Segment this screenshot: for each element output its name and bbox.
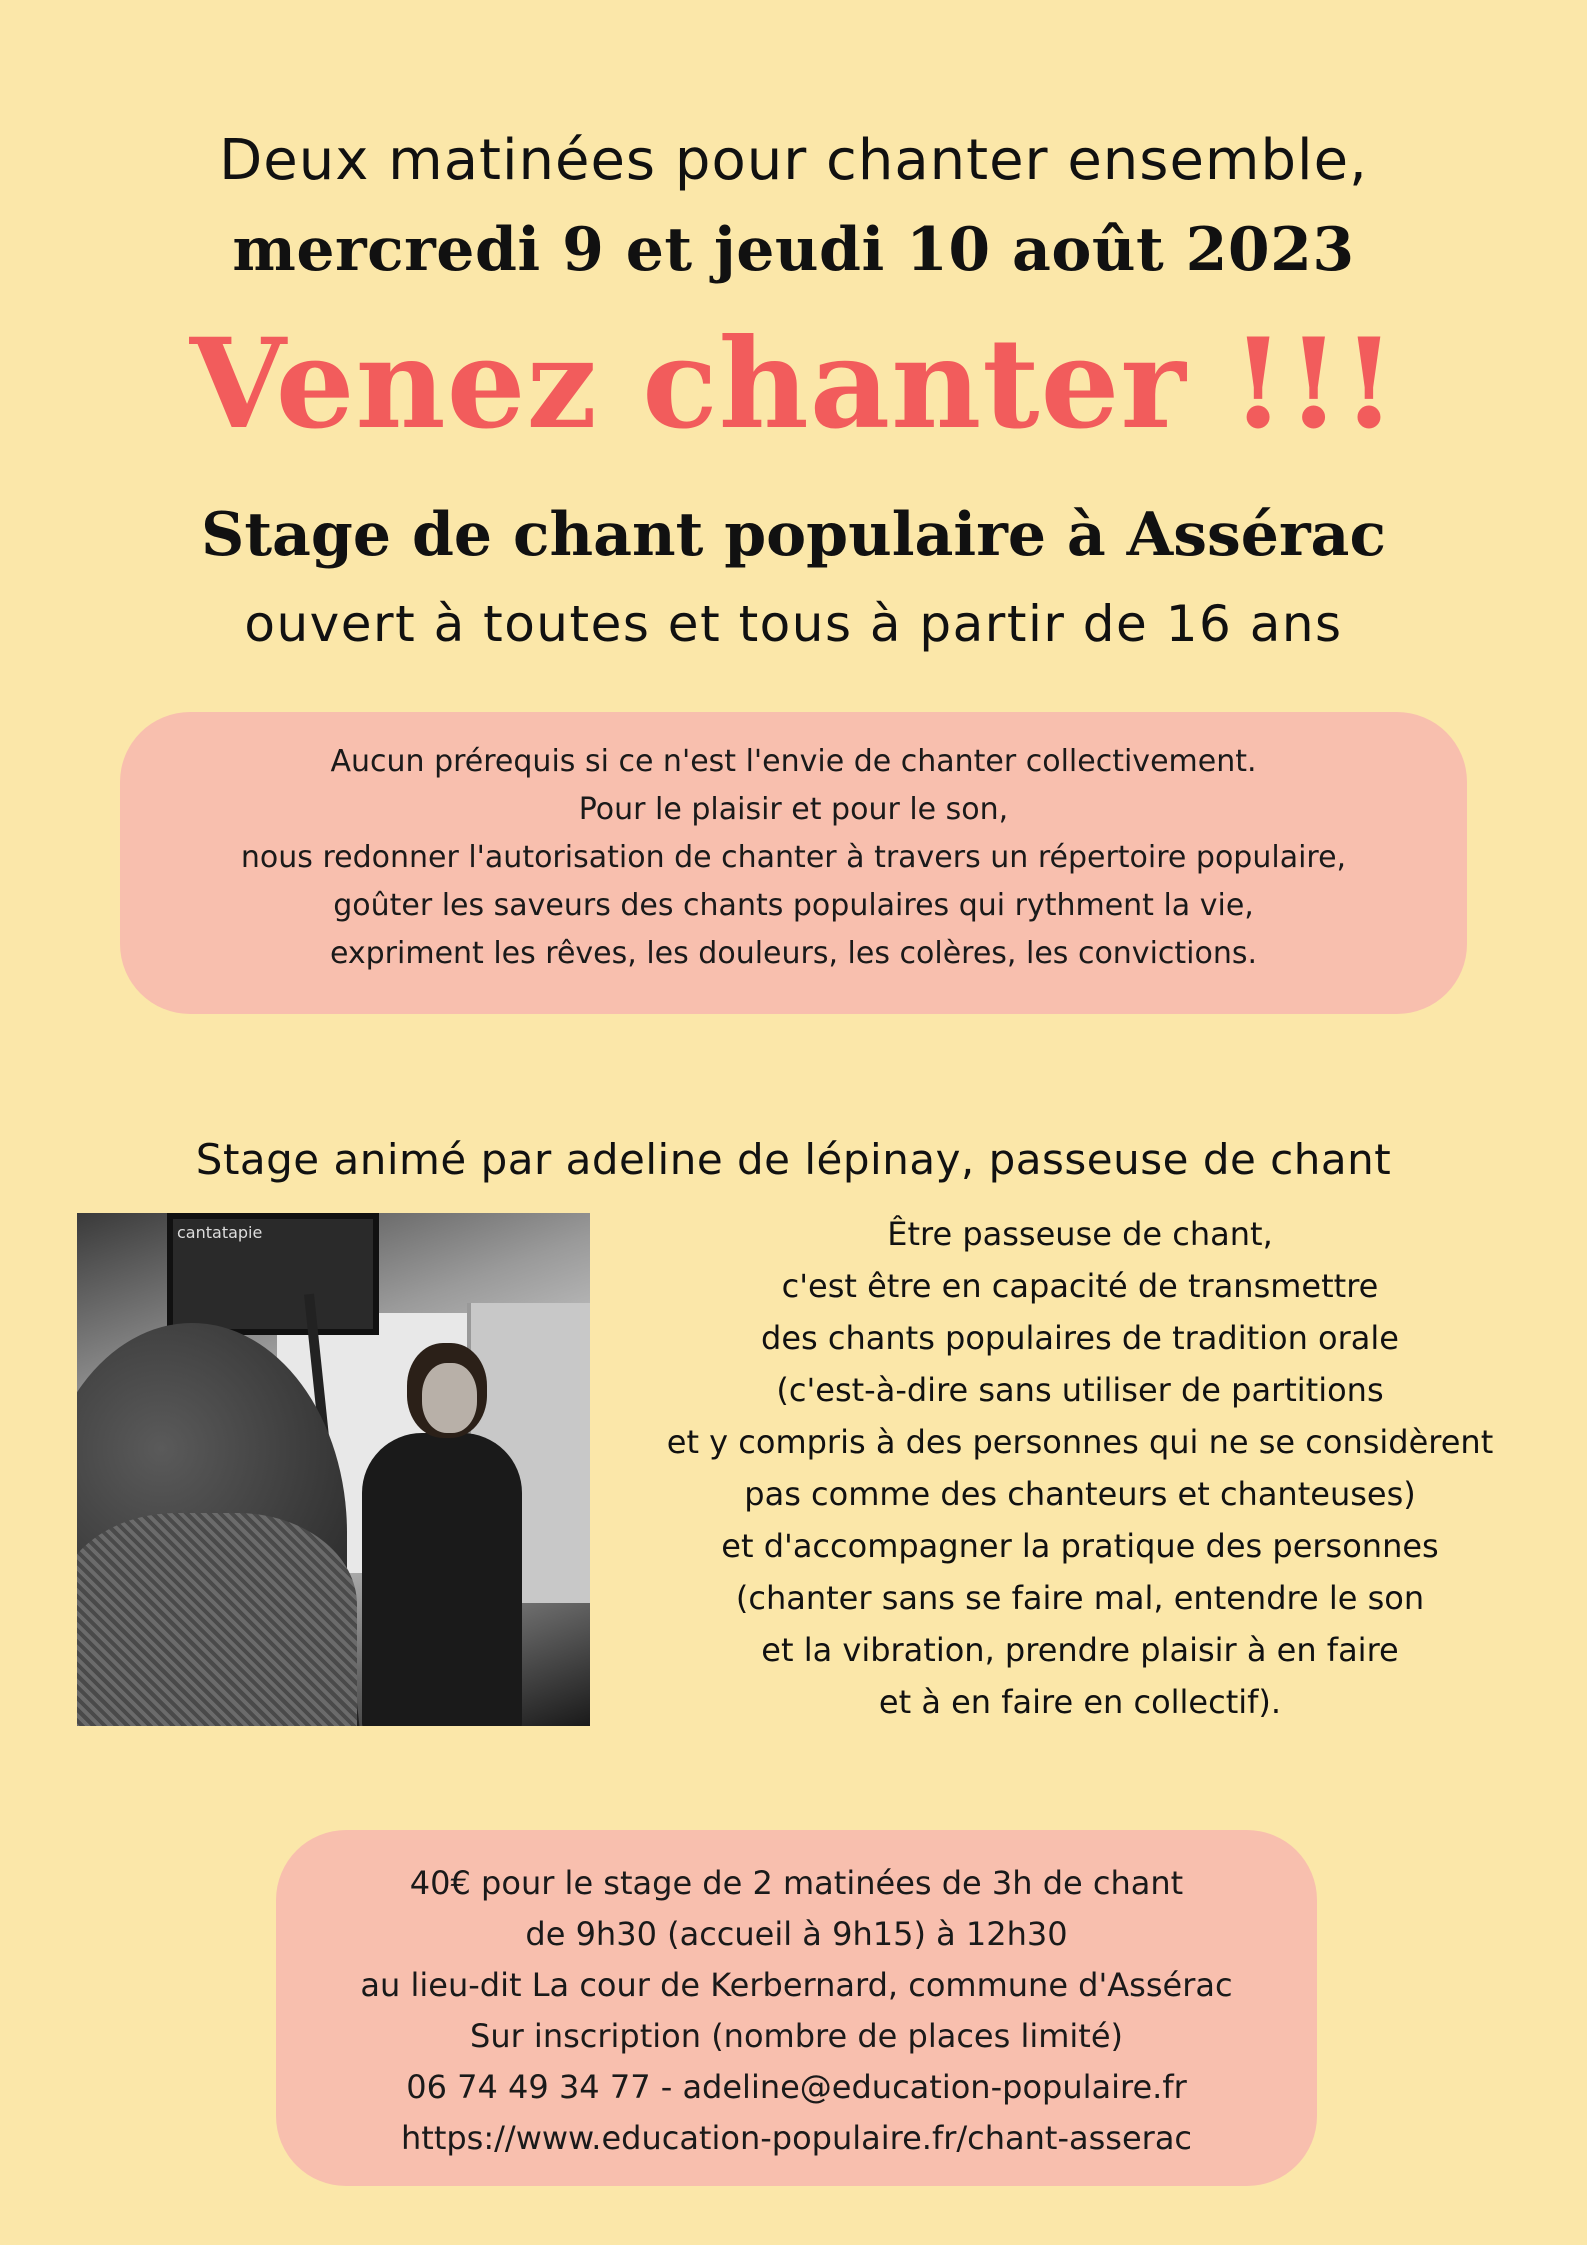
intro-box — [120, 712, 1467, 1014]
intro-line: Pour le plaisir et pour le son, — [578, 792, 1009, 827]
audience-text: ouvert à toutes et tous à partir de 16 ans — [244, 595, 1343, 653]
info-box — [276, 1830, 1317, 2186]
intro-text: Deux matinées pour chanter ensemble, — [219, 128, 1368, 193]
photo-singer-body — [362, 1433, 522, 1726]
schedule-line: de 9h30 (accueil à 9h15) à 12h30 — [525, 1915, 1068, 1953]
description-line: et la vibration, prendre plaisir à en faire — [761, 1631, 1399, 1669]
description-line: des chants populaires de tradition orale — [761, 1319, 1399, 1357]
intro-line: Aucun prérequis si ce n'est l'envie de chanter collectivement. — [330, 744, 1257, 779]
registration-line: Sur inscription (nombre de places limité) — [470, 2017, 1123, 2055]
location-line: au lieu-dit La cour de Kerbernard, commune d'Assérac — [360, 1966, 1233, 2004]
event-dates: mercredi 9 et jeudi 10 août 2023 — [232, 215, 1355, 285]
description-line: Être passeuse de chant, — [887, 1215, 1273, 1253]
description-line: et y compris à des personnes qui ne se considèrent — [666, 1423, 1494, 1461]
contact-line: 06 74 49 34 77 - adeline@education-populaire.fr — [406, 2068, 1187, 2106]
description-line: pas comme des chanteurs et chanteuses) — [744, 1475, 1416, 1513]
stage-title: Stage de chant populaire à Assérac — [201, 500, 1386, 570]
description-line: et d'accompagner la pratique des personnes — [721, 1527, 1439, 1565]
description-line: (chanter sans se faire mal, entendre le son — [735, 1579, 1425, 1617]
headline: Venez chanter !!! — [189, 312, 1398, 457]
intro-line: expriment les rêves, les douleurs, les colères, les convictions. — [329, 936, 1258, 971]
website-link[interactable]: https://www.education-populaire.fr/chant-asserac — [400, 2119, 1193, 2157]
description-line: et à en faire en collectif). — [878, 1683, 1282, 1721]
facilitator-photo — [77, 1213, 590, 1726]
passeuse-description — [630, 1208, 1530, 1728]
description-line: c'est être en capacité de transmettre — [781, 1267, 1379, 1305]
photo-singer-face — [422, 1363, 477, 1433]
description-line: (c'est-à-dire sans utiliser de partitions — [776, 1371, 1384, 1409]
intro-line: nous redonner l'autorisation de chanter à travers un répertoire populaire, — [240, 840, 1347, 875]
facilitator-title: Stage animé par adeline de lépinay, passeuse de chant — [195, 1135, 1392, 1184]
price-line: 40€ pour le stage de 2 matinées de 3h de chant — [409, 1864, 1184, 1902]
poster-text: cantatapie — [177, 1223, 263, 1242]
intro-line: goûter les saveurs des chants populaires qui rythment la vie, — [333, 888, 1254, 923]
photo-foreground-shoulder — [77, 1513, 357, 1726]
